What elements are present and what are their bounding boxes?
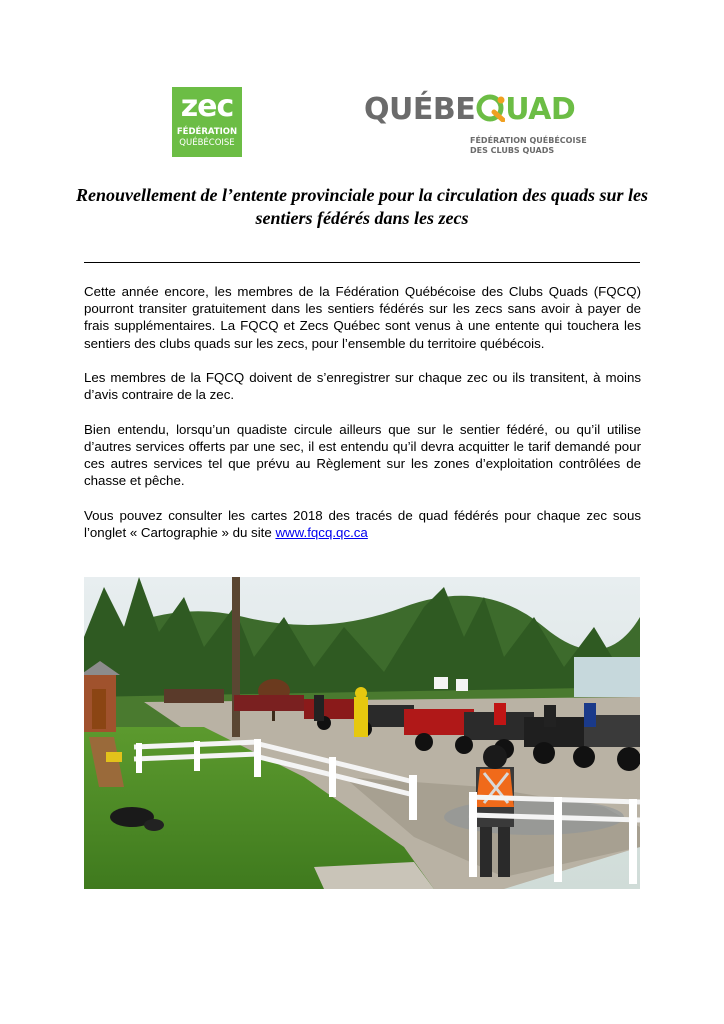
quads-photo [84,577,640,889]
paragraph-4: Vous pouvez consulter les cartes 2018 des tracés de quad fédérés pour chaque zec sous l’onglet « Cartographie » du site www.fqcq.qc.ca [84,507,641,540]
title-divider [84,262,640,263]
paragraph-2: Les membres de la FQCQ doivent de s’enregistrer sur chaque zec ou ils transitent, à moins d’avis contraire de la zec. [84,370,641,403]
quad-q-icon [475,94,505,122]
quebequad-logo-word: QUÉBE UAD [364,92,576,127]
quebequad-logo-subtitle: FÉDÉRATION QUÉBÉCOISE DES CLUBS QUADS [470,136,587,155]
document-title: Renouvellement de l’entente provinciale pour la circulation des quads sur les sentiers fédérés dans les zecs [75,185,648,228]
paragraph-1: Cette année encore, les membres de la Fédération Québécoise des Clubs Quads (FQCQ) pourront transiter gratuitement dans les sentiers fédérés sur les zecs sans avoir à payer de frais supplémentaires. La FQCQ et Zecs Québec sont venus à une entente qui touchera les sentiers des clubs quads sur les zecs, pour l’ensemble du territoire québécois. [84,284,641,351]
zec-logo-subtitle: FÉDÉRATION QUÉBÉCOISE [176,127,238,148]
document-body [84,283,641,558]
zec-federation-logo [172,87,242,157]
paragraph-3: Bien entendu, lorsqu’un quadiste circule ailleurs que sur le sentier fédéré, ou qu’il utilise d’autres services offerts par une sec, il est entendu qu’il devra acquitter le tarif demandé pour ces autres services tel que prévu au Règlement sur les zones d’exploitation contrôlées de chasse et pêche. [84,421,641,489]
zec-logo-word: zec [180,89,234,124]
fqcq-website-link[interactable]: www.fqcq.qc.ca [275,524,368,540]
quebequad-logo [364,88,587,158]
